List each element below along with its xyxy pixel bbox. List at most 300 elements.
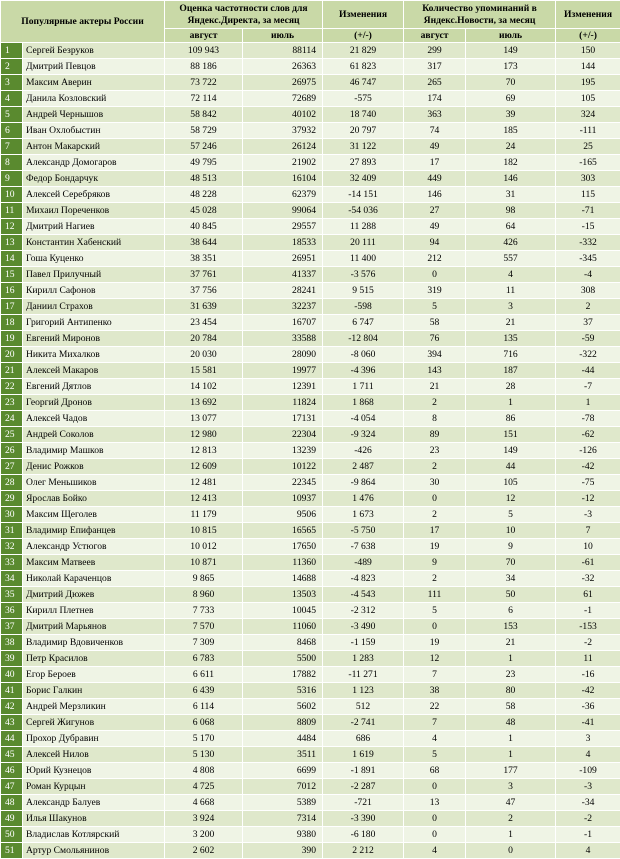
table-row [1, 411, 620, 427]
direct-august-value: 6 068 [165, 715, 243, 731]
news-july-value: 182 [466, 155, 556, 171]
news-july-value: 12 [466, 491, 556, 507]
news-change-value: -109 [556, 763, 620, 779]
news-change-value: 324 [556, 107, 620, 123]
direct-july-value: 18533 [243, 235, 323, 251]
news-change-value: -4 [556, 267, 620, 283]
news-august-value: 9 [404, 555, 466, 571]
row-number: 25 [1, 427, 23, 443]
direct-july-value: 7012 [243, 779, 323, 795]
actor-name: Сергей Жигунов [23, 715, 165, 731]
direct-july-value: 16104 [243, 171, 323, 187]
news-august-value: 12 [404, 651, 466, 667]
news-july-value: 151 [466, 427, 556, 443]
direct-august-value: 38 644 [165, 235, 243, 251]
news-change-value: -61 [556, 555, 620, 571]
direct-july-value: 26363 [243, 59, 323, 75]
actor-name: Владислав Котлярский [23, 827, 165, 843]
news-change-value: 7 [556, 523, 620, 539]
actor-name: Егор Бероев [23, 667, 165, 683]
row-number: 6 [1, 123, 23, 139]
news-july-value: 21 [466, 635, 556, 651]
direct-august-value: 5 170 [165, 731, 243, 747]
subheader-news-august: август [404, 29, 466, 43]
news-change-value: -62 [556, 427, 620, 443]
direct-july-value: 5316 [243, 683, 323, 699]
news-august-value: 19 [404, 635, 466, 651]
row-number: 34 [1, 571, 23, 587]
actor-name: Евгений Миронов [23, 331, 165, 347]
news-july-value: 21 [466, 315, 556, 331]
news-august-value: 146 [404, 187, 466, 203]
news-july-value: 10 [466, 523, 556, 539]
table-row [1, 267, 620, 283]
direct-august-value: 57 246 [165, 139, 243, 155]
direct-august-value: 10 815 [165, 523, 243, 539]
direct-august-value: 12 813 [165, 443, 243, 459]
news-change-value: 150 [556, 43, 620, 59]
row-number: 3 [1, 75, 23, 91]
news-august-value: 27 [404, 203, 466, 219]
direct-july-value: 26951 [243, 251, 323, 267]
direct-july-value: 11824 [243, 395, 323, 411]
news-july-value: 146 [466, 171, 556, 187]
news-change-value: 4 [556, 843, 620, 859]
news-july-value: 48 [466, 715, 556, 731]
subheader-direct-august: август [165, 29, 243, 43]
row-number: 32 [1, 539, 23, 555]
direct-july-value: 29557 [243, 219, 323, 235]
direct-july-value: 3511 [243, 747, 323, 763]
news-change-value: -42 [556, 459, 620, 475]
direct-july-value: 10122 [243, 459, 323, 475]
news-august-value: 17 [404, 523, 466, 539]
direct-august-value: 48 513 [165, 171, 243, 187]
direct-july-value: 40102 [243, 107, 323, 123]
row-number: 35 [1, 587, 23, 603]
news-august-value: 22 [404, 699, 466, 715]
table-row [1, 155, 620, 171]
row-number: 15 [1, 267, 23, 283]
direct-change-value: 512 [323, 699, 404, 715]
news-change-value: 195 [556, 75, 620, 91]
news-change-value: -78 [556, 411, 620, 427]
subheader-direct-diff: (+/-) [323, 29, 404, 43]
actor-name: Дмитрий Певцов [23, 59, 165, 75]
row-number: 47 [1, 779, 23, 795]
row-number: 11 [1, 203, 23, 219]
direct-august-value: 15 581 [165, 363, 243, 379]
actor-name: Иван Охлобыстин [23, 123, 165, 139]
direct-change-value: 11 288 [323, 219, 404, 235]
table-row [1, 619, 620, 635]
direct-august-value: 10 012 [165, 539, 243, 555]
news-change-value: 2 [556, 299, 620, 315]
direct-change-value: -9 324 [323, 427, 404, 443]
direct-change-value: -489 [323, 555, 404, 571]
row-number: 31 [1, 523, 23, 539]
news-change-value: -71 [556, 203, 620, 219]
actor-name: Максим Аверин [23, 75, 165, 91]
table-row [1, 443, 620, 459]
direct-change-value: 32 409 [323, 171, 404, 187]
table-row [1, 491, 620, 507]
actor-name: Дмитрий Марьянов [23, 619, 165, 635]
direct-change-value: -721 [323, 795, 404, 811]
table-row [1, 475, 620, 491]
direct-july-value: 22345 [243, 475, 323, 491]
news-july-value: 1 [466, 747, 556, 763]
news-change-value: -44 [556, 363, 620, 379]
news-change-value: -2 [556, 811, 620, 827]
news-august-value: 58 [404, 315, 466, 331]
header-yandex-news: Количество упоминаний в Яндекс.Новости, за месяц [404, 1, 556, 29]
direct-august-value: 58 842 [165, 107, 243, 123]
news-change-value: 3 [556, 731, 620, 747]
news-change-value: 25 [556, 139, 620, 155]
actor-name: Олег Меньшиков [23, 475, 165, 491]
direct-july-value: 16707 [243, 315, 323, 331]
direct-change-value: 2 212 [323, 843, 404, 859]
direct-change-value: 9 515 [323, 283, 404, 299]
news-august-value: 38 [404, 683, 466, 699]
news-change-value: 303 [556, 171, 620, 187]
table-row [1, 427, 620, 443]
news-august-value: 2 [404, 507, 466, 523]
direct-august-value: 20 784 [165, 331, 243, 347]
actor-name: Андрей Соколов [23, 427, 165, 443]
news-july-value: 86 [466, 411, 556, 427]
actor-name: Андрей Мерзликин [23, 699, 165, 715]
news-august-value: 0 [404, 619, 466, 635]
news-july-value: 149 [466, 443, 556, 459]
news-july-value: 185 [466, 123, 556, 139]
direct-change-value: 1 711 [323, 379, 404, 395]
actor-name: Никита Михалков [23, 347, 165, 363]
direct-change-value: -7 638 [323, 539, 404, 555]
actor-name: Данила Козловский [23, 91, 165, 107]
news-change-value: -59 [556, 331, 620, 347]
direct-july-value: 21902 [243, 155, 323, 171]
direct-change-value: -1 159 [323, 635, 404, 651]
table-row [1, 811, 620, 827]
news-august-value: 19 [404, 539, 466, 555]
news-change-value: -1 [556, 603, 620, 619]
row-number: 24 [1, 411, 23, 427]
table-row [1, 523, 620, 539]
row-number: 48 [1, 795, 23, 811]
row-number: 4 [1, 91, 23, 107]
news-change-value: -126 [556, 443, 620, 459]
direct-change-value: 686 [323, 731, 404, 747]
news-july-value: 64 [466, 219, 556, 235]
news-july-value: 149 [466, 43, 556, 59]
table-row [1, 331, 620, 347]
table-row [1, 235, 620, 251]
table-row [1, 667, 620, 683]
news-change-value: 144 [556, 59, 620, 75]
direct-august-value: 38 351 [165, 251, 243, 267]
header-yandex-direct: Оценка частотности слов для Яндекс.Директа, за месяц [165, 1, 323, 29]
news-change-value: -34 [556, 795, 620, 811]
header-changes-news: Изменения [556, 1, 620, 29]
row-number: 38 [1, 635, 23, 651]
direct-august-value: 58 729 [165, 123, 243, 139]
direct-july-value: 37932 [243, 123, 323, 139]
direct-change-value: -3 576 [323, 267, 404, 283]
news-july-value: 1 [466, 731, 556, 747]
row-number: 9 [1, 171, 23, 187]
actor-name: Андрей Чернышов [23, 107, 165, 123]
direct-august-value: 6 783 [165, 651, 243, 667]
table-row [1, 59, 620, 75]
actor-name: Юрий Кузнецов [23, 763, 165, 779]
direct-july-value: 41337 [243, 267, 323, 283]
actor-name: Георгий Дронов [23, 395, 165, 411]
actor-name: Алексей Чадов [23, 411, 165, 427]
news-august-value: 89 [404, 427, 466, 443]
news-july-value: 187 [466, 363, 556, 379]
news-july-value: 3 [466, 779, 556, 795]
row-number: 46 [1, 763, 23, 779]
direct-july-value: 5500 [243, 651, 323, 667]
row-number: 2 [1, 59, 23, 75]
news-august-value: 4 [404, 731, 466, 747]
news-change-value: -3 [556, 507, 620, 523]
news-july-value: 23 [466, 667, 556, 683]
row-number: 42 [1, 699, 23, 715]
direct-change-value: -12 804 [323, 331, 404, 347]
news-august-value: 0 [404, 779, 466, 795]
table-row [1, 779, 620, 795]
row-number: 43 [1, 715, 23, 731]
direct-august-value: 13 077 [165, 411, 243, 427]
news-august-value: 17 [404, 155, 466, 171]
news-july-value: 153 [466, 619, 556, 635]
actor-name: Владимир Епифанцев [23, 523, 165, 539]
actor-name: Алексей Нилов [23, 747, 165, 763]
direct-july-value: 11360 [243, 555, 323, 571]
news-july-value: 2 [466, 811, 556, 827]
table-row [1, 459, 620, 475]
row-number: 5 [1, 107, 23, 123]
row-number: 44 [1, 731, 23, 747]
news-july-value: 426 [466, 235, 556, 251]
news-august-value: 68 [404, 763, 466, 779]
direct-august-value: 6 611 [165, 667, 243, 683]
actor-name: Кирилл Плетнев [23, 603, 165, 619]
direct-july-value: 16565 [243, 523, 323, 539]
table-row [1, 843, 620, 859]
news-july-value: 105 [466, 475, 556, 491]
direct-august-value: 7 309 [165, 635, 243, 651]
table-row [1, 651, 620, 667]
table-row [1, 747, 620, 763]
news-august-value: 5 [404, 603, 466, 619]
direct-july-value: 17131 [243, 411, 323, 427]
header-changes-direct: Изменения [323, 1, 404, 29]
direct-august-value: 20 030 [165, 347, 243, 363]
direct-july-value: 4484 [243, 731, 323, 747]
row-number: 18 [1, 315, 23, 331]
news-august-value: 0 [404, 811, 466, 827]
news-july-value: 0 [466, 843, 556, 859]
news-change-value: -16 [556, 667, 620, 683]
direct-july-value: 26124 [243, 139, 323, 155]
direct-july-value: 88114 [243, 43, 323, 59]
news-august-value: 49 [404, 139, 466, 155]
news-july-value: 70 [466, 75, 556, 91]
table-row [1, 603, 620, 619]
table-row [1, 283, 620, 299]
actor-name: Антон Макарский [23, 139, 165, 155]
actor-name: Григорий Антипенко [23, 315, 165, 331]
table-row [1, 539, 620, 555]
actor-name: Петр Красилов [23, 651, 165, 667]
news-change-value: -36 [556, 699, 620, 715]
news-august-value: 2 [404, 571, 466, 587]
news-july-value: 31 [466, 187, 556, 203]
row-number: 51 [1, 843, 23, 859]
table-row [1, 715, 620, 731]
news-change-value: 10 [556, 539, 620, 555]
direct-august-value: 109 943 [165, 43, 243, 59]
news-august-value: 2 [404, 395, 466, 411]
news-change-value: -12 [556, 491, 620, 507]
direct-august-value: 88 186 [165, 59, 243, 75]
direct-change-value: -4 823 [323, 571, 404, 587]
direct-change-value: 20 797 [323, 123, 404, 139]
direct-change-value: 11 400 [323, 251, 404, 267]
news-july-value: 716 [466, 347, 556, 363]
actor-name: Кирилл Сафонов [23, 283, 165, 299]
direct-july-value: 19977 [243, 363, 323, 379]
direct-change-value: -14 151 [323, 187, 404, 203]
table-row [1, 587, 620, 603]
table-row [1, 139, 620, 155]
news-change-value: -1 [556, 827, 620, 843]
row-number: 41 [1, 683, 23, 699]
news-august-value: 265 [404, 75, 466, 91]
direct-august-value: 37 761 [165, 267, 243, 283]
direct-change-value: -598 [323, 299, 404, 315]
table-row [1, 91, 620, 107]
direct-change-value: -2 312 [323, 603, 404, 619]
direct-change-value: 6 747 [323, 315, 404, 331]
row-number: 36 [1, 603, 23, 619]
news-change-value: 11 [556, 651, 620, 667]
news-change-value: -42 [556, 683, 620, 699]
direct-change-value: -4 054 [323, 411, 404, 427]
news-july-value: 28 [466, 379, 556, 395]
news-august-value: 319 [404, 283, 466, 299]
news-july-value: 24 [466, 139, 556, 155]
table-row [1, 187, 620, 203]
news-july-value: 177 [466, 763, 556, 779]
news-august-value: 23 [404, 443, 466, 459]
news-august-value: 317 [404, 59, 466, 75]
row-number: 26 [1, 443, 23, 459]
actor-name: Константин Хабенский [23, 235, 165, 251]
direct-august-value: 12 413 [165, 491, 243, 507]
direct-change-value: -2 287 [323, 779, 404, 795]
direct-july-value: 6699 [243, 763, 323, 779]
table-row [1, 827, 620, 843]
news-change-value: 61 [556, 587, 620, 603]
direct-change-value: 46 747 [323, 75, 404, 91]
actor-name: Илья Шакунов [23, 811, 165, 827]
table-row [1, 555, 620, 571]
direct-change-value: 1 283 [323, 651, 404, 667]
table-row [1, 683, 620, 699]
direct-august-value: 10 871 [165, 555, 243, 571]
direct-august-value: 37 756 [165, 283, 243, 299]
direct-july-value: 14688 [243, 571, 323, 587]
direct-change-value: -11 271 [323, 667, 404, 683]
news-july-value: 47 [466, 795, 556, 811]
actor-name: Денис Рожков [23, 459, 165, 475]
row-number: 39 [1, 651, 23, 667]
direct-august-value: 73 722 [165, 75, 243, 91]
direct-august-value: 8 960 [165, 587, 243, 603]
actor-name: Дмитрий Нагиев [23, 219, 165, 235]
news-july-value: 4 [466, 267, 556, 283]
table-row [1, 219, 620, 235]
row-number: 37 [1, 619, 23, 635]
direct-change-value: 1 673 [323, 507, 404, 523]
news-august-value: 143 [404, 363, 466, 379]
actor-name: Ярослав Бойко [23, 491, 165, 507]
news-change-value: -7 [556, 379, 620, 395]
direct-july-value: 17882 [243, 667, 323, 683]
table-row [1, 507, 620, 523]
subheader-direct-july: июль [243, 29, 323, 43]
direct-july-value: 33588 [243, 331, 323, 347]
direct-august-value: 40 845 [165, 219, 243, 235]
news-change-value: -165 [556, 155, 620, 171]
direct-change-value: 1 123 [323, 683, 404, 699]
actor-name: Борис Галкин [23, 683, 165, 699]
table-row [1, 347, 620, 363]
news-change-value: -3 [556, 779, 620, 795]
row-number: 21 [1, 363, 23, 379]
news-july-value: 135 [466, 331, 556, 347]
actor-name: Федор Бондарчук [23, 171, 165, 187]
direct-change-value: -3 390 [323, 811, 404, 827]
direct-july-value: 390 [243, 843, 323, 859]
direct-july-value: 10937 [243, 491, 323, 507]
news-change-value: -32 [556, 571, 620, 587]
news-change-value: -322 [556, 347, 620, 363]
news-change-value: 115 [556, 187, 620, 203]
row-number: 12 [1, 219, 23, 235]
actor-name: Владимир Машков [23, 443, 165, 459]
direct-july-value: 22304 [243, 427, 323, 443]
table-row [1, 315, 620, 331]
row-number: 7 [1, 139, 23, 155]
direct-july-value: 72689 [243, 91, 323, 107]
news-change-value: 105 [556, 91, 620, 107]
actor-name: Гоша Куценко [23, 251, 165, 267]
direct-july-value: 8809 [243, 715, 323, 731]
direct-august-value: 12 609 [165, 459, 243, 475]
news-august-value: 94 [404, 235, 466, 251]
actor-name: Максим Матвеев [23, 555, 165, 571]
direct-august-value: 7 733 [165, 603, 243, 619]
row-number: 50 [1, 827, 23, 843]
row-number: 49 [1, 811, 23, 827]
actor-name: Евгений Дятлов [23, 379, 165, 395]
